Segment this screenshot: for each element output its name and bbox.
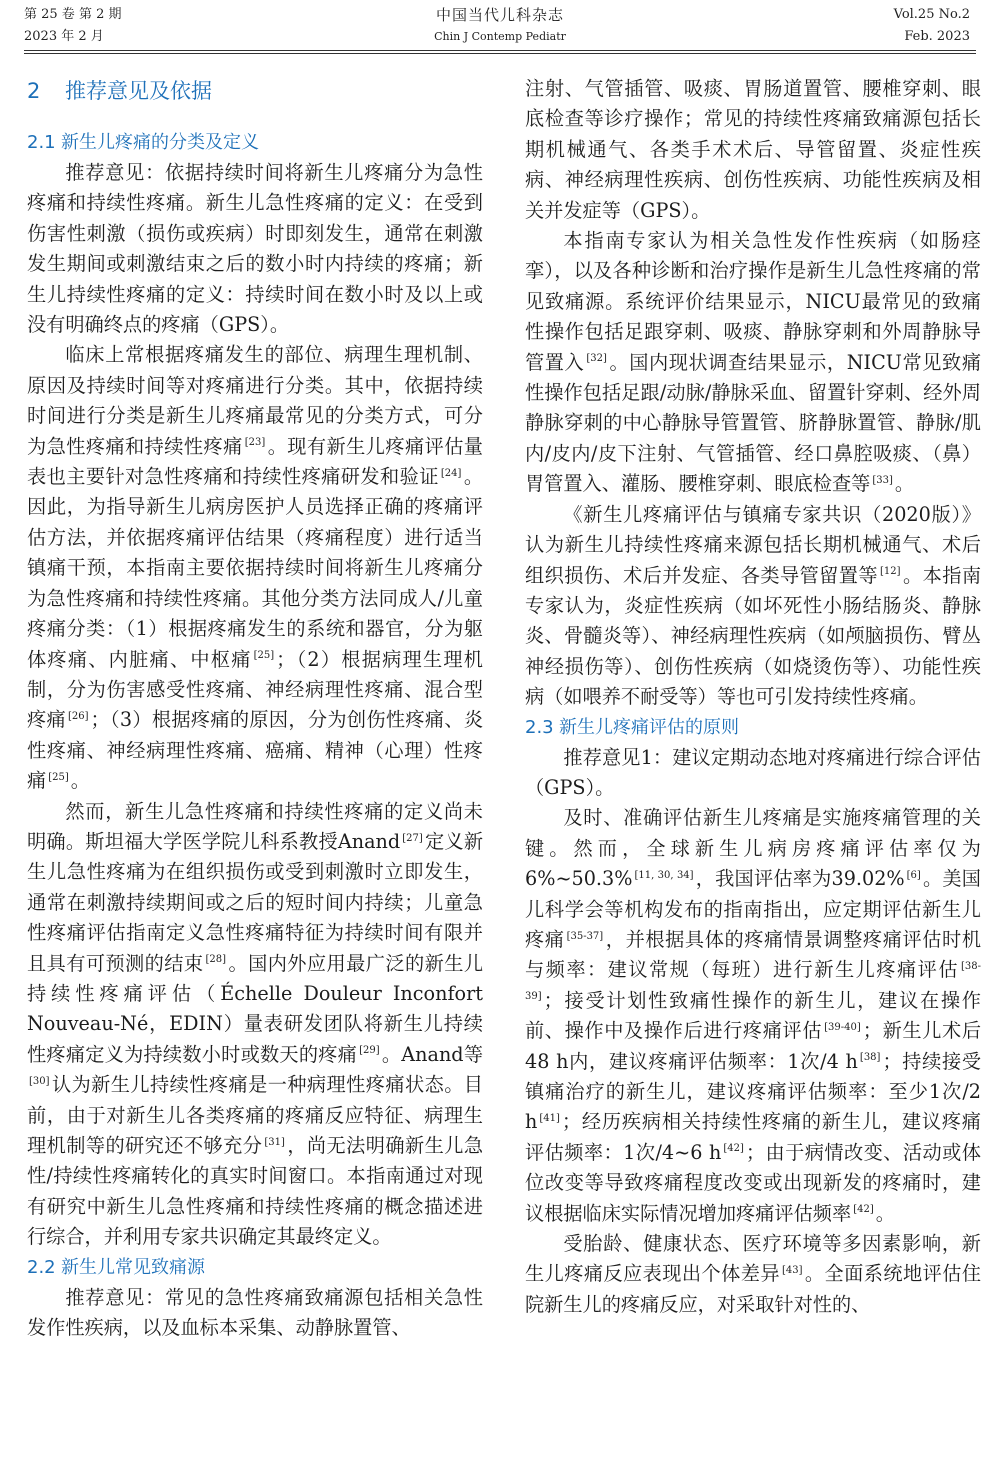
citation: [11, 30, 34] [634, 869, 694, 881]
text-run: ，尚无法明确新生儿急性/持续性疼痛转化的真实时间窗口。本指南通过对现有研究中新生儿急性疼痛和持续性疼痛的概念描述进行综合，并利用专家共识确定其最终定义。 [27, 1134, 484, 1249]
citation: [26] [68, 710, 89, 722]
text-run: 然而，新生儿急性疼痛和持续性疼痛的定义尚未明确。斯坦福大学医学院儿科系教授Anand [27, 799, 483, 853]
citation: [30] [29, 1075, 50, 1087]
text-run: 。全面系统地评估住院新生儿的疼痛反应，对采取针对性的、 [525, 1262, 982, 1316]
citation: [38-39] [525, 960, 981, 1003]
citation: [38] [859, 1052, 881, 1064]
header-date-cn: 2023 年 2 月 [24, 29, 104, 44]
citation: [33] [872, 474, 893, 486]
text-run: 。 [894, 472, 915, 496]
text-run: 《新生儿疼痛评估与镇痛专家共识（2020版）》认为新生儿持续性疼痛来源包括长期机械通气、术后组织损伤、术后并发症、各类导管留置等 [525, 502, 981, 587]
paragraph [525, 1229, 981, 1320]
citation: [12] [880, 566, 901, 578]
section-title: 推荐意见及依据 [65, 79, 212, 103]
text-run: ；经历疾病相关持续性疼痛的新生儿，建议疼痛评估频率：1次/4~6 h [525, 1110, 981, 1164]
citation: [42] [723, 1143, 744, 1155]
citation: [32] [586, 353, 607, 365]
text-run: 。国内外应用最广泛的新生儿持续性疼痛评估（Échelle Douleur Inconfort Nouveau-Né，EDIN）量表研发团队将新生儿持续性疼痛定义为持续数小时或数天的疼痛 [27, 951, 484, 1066]
citation: [23] [244, 437, 266, 449]
text-run: ；（2）根据病理生理机制，分为伤害感受性疼痛、神经病理性疼痛、混合型疼痛 [27, 647, 483, 732]
journal-title-cn: 中国当代儿科杂志 [435, 6, 564, 24]
subsection-title: 新生儿常见致痛源 [61, 1256, 205, 1278]
text-run: 。Anand等 [381, 1042, 484, 1066]
paragraph [525, 226, 981, 500]
subsection-number: 2.3 [525, 716, 554, 738]
text-run: 。 [875, 1201, 895, 1225]
section-number: 2 [27, 79, 41, 103]
paragraph [525, 803, 981, 1229]
text-run: ；新生儿术后48 h内，建议疼痛评估频率：1次/4 h [525, 1019, 982, 1073]
subsection-heading-2-2 [27, 1253, 483, 1283]
text-run: 定义新生儿急性疼痛为在组织损伤或受到刺激时立即发生，通常在刺激持续期间或之后的短时间内持续；儿童急性疼痛评估指南定义急性疼痛特征为持续时间有限并且具有可预测的结束 [27, 829, 484, 975]
text-run: 及时、准确评估新生儿疼痛是实施疼痛管理的关键。然而，全球新生儿病房疼痛评估率仅为6%~50.3% [525, 806, 981, 891]
text-run: 认为新生儿持续性疼痛是一种病理性疼痛状态。目前，由于对新生儿各类疼痛的疼痛反应特征、病理生理机制等的研究还不够充分 [27, 1073, 483, 1157]
subsection-heading-2-1 [27, 128, 483, 158]
citation: [24] [440, 467, 462, 479]
paragraph: 推荐意见1：建议定期动态地对疼痛进行综合评估（GPS）。 [525, 745, 981, 799]
citation: [42] [853, 1204, 874, 1216]
paragraph [525, 500, 981, 713]
text-run: 。因此，为指导新生儿病房医护人员选择正确的疼痛评估方法，并依据疼痛评估结果（疼痛程度）进行适当镇痛干预，本指南主要依据持续时间将新生儿疼痛分为急性疼痛和持续性疼痛。其他分类方法同成人/儿童疼痛分类：（1）根据疼痛发生的系统和器官，分为躯体疼痛、内脏痛、中枢痛 [27, 465, 484, 671]
citation: [29] [359, 1045, 380, 1057]
text-run: ；持续接受镇痛治疗的新生儿，建议疼痛评估频率：至少1次/2 h [525, 1049, 982, 1134]
subsection-title: 新生儿疼痛的分类及定义 [61, 132, 259, 153]
paragraph [27, 797, 483, 1253]
section-heading [27, 76, 483, 106]
citation: [27] [402, 832, 423, 844]
citation: [43] [781, 1265, 803, 1277]
left-column [27, 72, 483, 1343]
header-vol-no: Vol.25 No.2 [893, 7, 970, 22]
header-journal [350, 4, 650, 48]
citation: [41] [539, 1113, 560, 1125]
text-run: 临床上常根据疼痛发生的部位、病理生理机制、原因及持续时间等对疼痛进行分类。其中，依据持续时间进行分类是新生儿疼痛最常见的分类方式，可分为急性疼痛和持续性疼痛 [27, 343, 483, 458]
text-run: ，我国评估率为39.02% [695, 867, 905, 891]
citation: [25] [48, 771, 69, 783]
citation: [31] [264, 1136, 285, 1148]
citation: [28] [205, 954, 227, 966]
journal-title-en: Chin J Contemp Pediatr [434, 30, 566, 43]
citation: [25] [253, 650, 275, 662]
text-run: ；由于病情改变、活动或体位改变等导致疼痛程度改变或出现新发的疼痛时，建议根据临床实际情况增加疼痛评估频率 [525, 1140, 981, 1225]
paragraph: 注射、气管插管、吸痰、胃肠道置管、腰椎穿刺、眼底检查等诊疗操作；常见的持续性疼痛致痛源包括长期机械通气、各类手术术后、导管留置、炎症性疾病、神经病理性疾病、创伤性疾病、功能性疾病及相关并发症等（GPS）。 [525, 77, 981, 222]
header-date-en: Feb. 2023 [904, 29, 970, 44]
text-run: ；接受计划性致痛性操作的新生儿，建议在操作前、操作中及操作后进行疼痛评估 [525, 988, 981, 1043]
text-run: 。本指南专家认为，炎症性疾病（如坏死性小肠结肠炎、静脉炎、骨髓炎等）、神经病理性疾病（如颅脑损伤、臂丛神经损伤等）、创伤性疾病（如烧烫伤等）、功能性疾病（如喂养不耐受等）等也可引发持续性疼痛。 [525, 563, 982, 709]
subsection-number: 2.1 [27, 132, 56, 153]
paragraph: 推荐意见：常见的急性疼痛致痛源包括相关急性发作性疾病，以及血标本采集、动静脉置管、 [27, 1285, 483, 1340]
text-run: 。美国儿科学会等机构发布的指南指出，应定期评估新生儿疼痛 [525, 867, 981, 951]
text-run: 。国内现状调查结果显示，NICU常见致痛性操作包括足跟/动脉/静脉采血、留置针穿刺、经外周静脉穿刺的中心静脉导管置管、脐静脉置管、静脉/肌内/皮内/皮下注射、气管插管、经口鼻腔吸痰、（鼻）胃管置入、灌肠、腰椎穿刺、眼底检查等 [525, 350, 982, 496]
header-rule-bottom [24, 53, 976, 54]
text-run: 本指南专家认为相关急性发作性疾病（如肠痉挛），以及各种诊断和治疗操作是新生儿急性疼痛的常见致痛源。系统评价结果显示，NICU最常见的致痛性操作包括足跟穿刺、吸痰、静脉穿刺和外周静脉导管置入 [525, 229, 981, 374]
text-run: 。现有新生儿疼痛评估量表也主要针对急性疼痛和持续性疼痛研发和验证 [27, 434, 483, 489]
subsection-number: 2.2 [27, 1256, 56, 1278]
header-rule-top [24, 50, 976, 51]
citation: [35-37] [566, 930, 604, 942]
paragraph [27, 340, 483, 796]
citation: [6] [906, 869, 921, 881]
text-run: 受胎龄、健康状态、医疗环境等多因素影响，新生儿疼痛反应表现出个体差异 [525, 1232, 981, 1286]
subsection-title: 新生儿疼痛评估的原则 [559, 716, 739, 738]
text-run: ，并根据具体的疼痛情景调整疼痛评估时机与频率：建议常规（每班）进行新生儿疼痛评估 [525, 927, 982, 982]
subsection-heading-2-3 [525, 713, 981, 743]
text-run: ；（3）根据疼痛的原因，分为创伤性疼痛、炎性疼痛、神经病理性疼痛、癌痛、精神（心理）性疼痛 [27, 708, 484, 793]
right-column [525, 74, 981, 1320]
header-volume-issue: 第 25 卷 第 2 期 [24, 7, 122, 22]
citation: [39-40] [824, 1021, 861, 1033]
header-volume-en [894, 4, 970, 48]
text-run: 。 [70, 769, 90, 793]
paragraph: 推荐意见：依据持续时间将新生儿疼痛分为急性疼痛和持续性疼痛。新生儿急性疼痛的定义：在受到伤害性刺激（损伤或疾病）时即刻发生，通常在刺激发生期间或刺激结束之后的数小时内持续的疼痛；新生儿持续性疼痛的定义：持续时间在数小时及以上或没有明确终点的疼痛（GPS）。 [27, 161, 483, 337]
header-volume [24, 4, 121, 48]
